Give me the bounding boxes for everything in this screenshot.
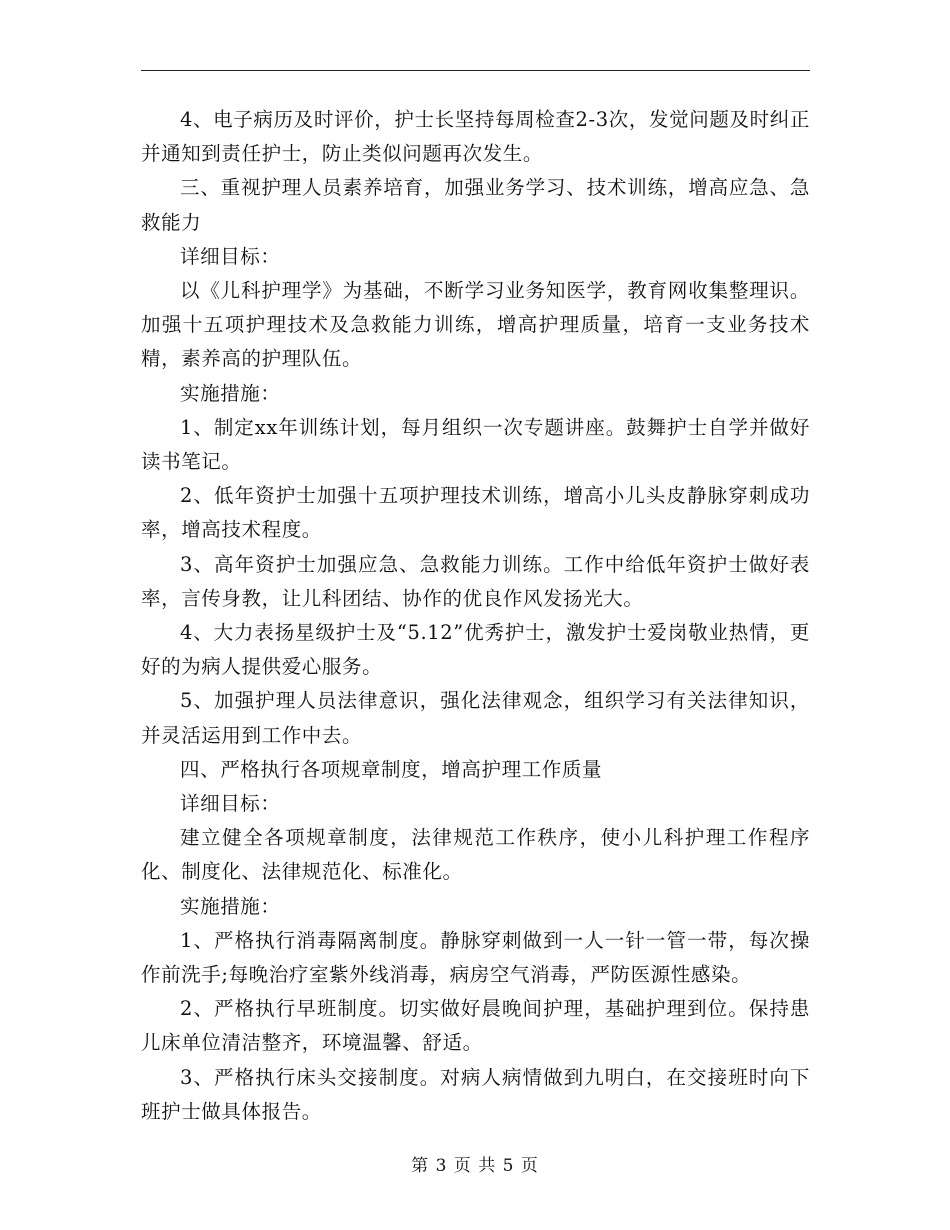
subheading-measures: 实施措施： [180,381,281,405]
paragraph: 1、严格执行消毒隔离制度。静脉穿刺做到一人一针一管一带，每次操作前洗手;每晚治疗室紫外线消毒，病房空气消毒，严防医源性感染。 [141,928,810,987]
paragraph: 3、高年资护士加强应急、急救能力训练。工作中给低年资护士做好表率，言传身教，让儿科团结、协作的优良作风发扬光大。 [141,552,810,610]
paragraph: 2、严格执行早班制度。切实做好晨晚间护理，基础护理到位。保持患儿床单位清洁整齐，环境温馨、舒适。 [141,997,810,1055]
section-heading: 三、重视护理人员素养培育，加强业务学习、技术训练，增高应急、急救能力 [141,176,810,234]
paragraph: 2、低年资护士加强十五项护理技术训练，增高小儿头皮静脉穿刺成功率，增高技术程度。 [141,484,810,542]
paragraph: 4、电子病历及时评价，护士长坚持每周检查2-3次，发觉问题及时纠正并通知到责任护士，防止类似问题再次发生。 [141,108,810,166]
paragraph: 4、大力表扬星级护士及“5.12”优秀护士，激发护士爱岗敬业热情，更好的为病人提供爱心服务。 [141,621,810,679]
paragraph: 3、严格执行床头交接制度。对病人病情做到九明白，在交接班时向下班护士做具体报告。 [141,1065,810,1123]
subheading-measures: 实施措施： [180,894,281,918]
paragraph: 1、制定xx年训练计划，每月组织一次专题讲座。鼓舞护士自学并做好读书笔记。 [141,415,810,474]
paragraph: 以《儿科护理学》为基础，不断学习业务知医学，教育网收集整理识。加强十五项护理技术及急救能力训练，增高护理质量，培育一支业务技术精，素养高的护理队伍。 [141,279,810,371]
subheading-goal: 详细目标： [180,792,281,816]
document-body [141,103,810,1129]
header-rule [141,70,810,71]
section-heading: 四、严格执行各项规章制度，增高护理工作质量 [180,757,603,781]
subheading-goal: 详细目标： [180,244,281,268]
page-number-footer: 第 3 页 共 5 页 [411,1156,539,1176]
paragraph: 5、加强护理人员法律意识，强化法律观念，组织学习有关法律知识，并灵活运用到工作中去。 [141,689,810,747]
paragraph: 建立健全各项规章制度，法律规范工作秩序，使小儿科护理工作程序化、制度化、法律规范化、标准化。 [141,826,810,884]
